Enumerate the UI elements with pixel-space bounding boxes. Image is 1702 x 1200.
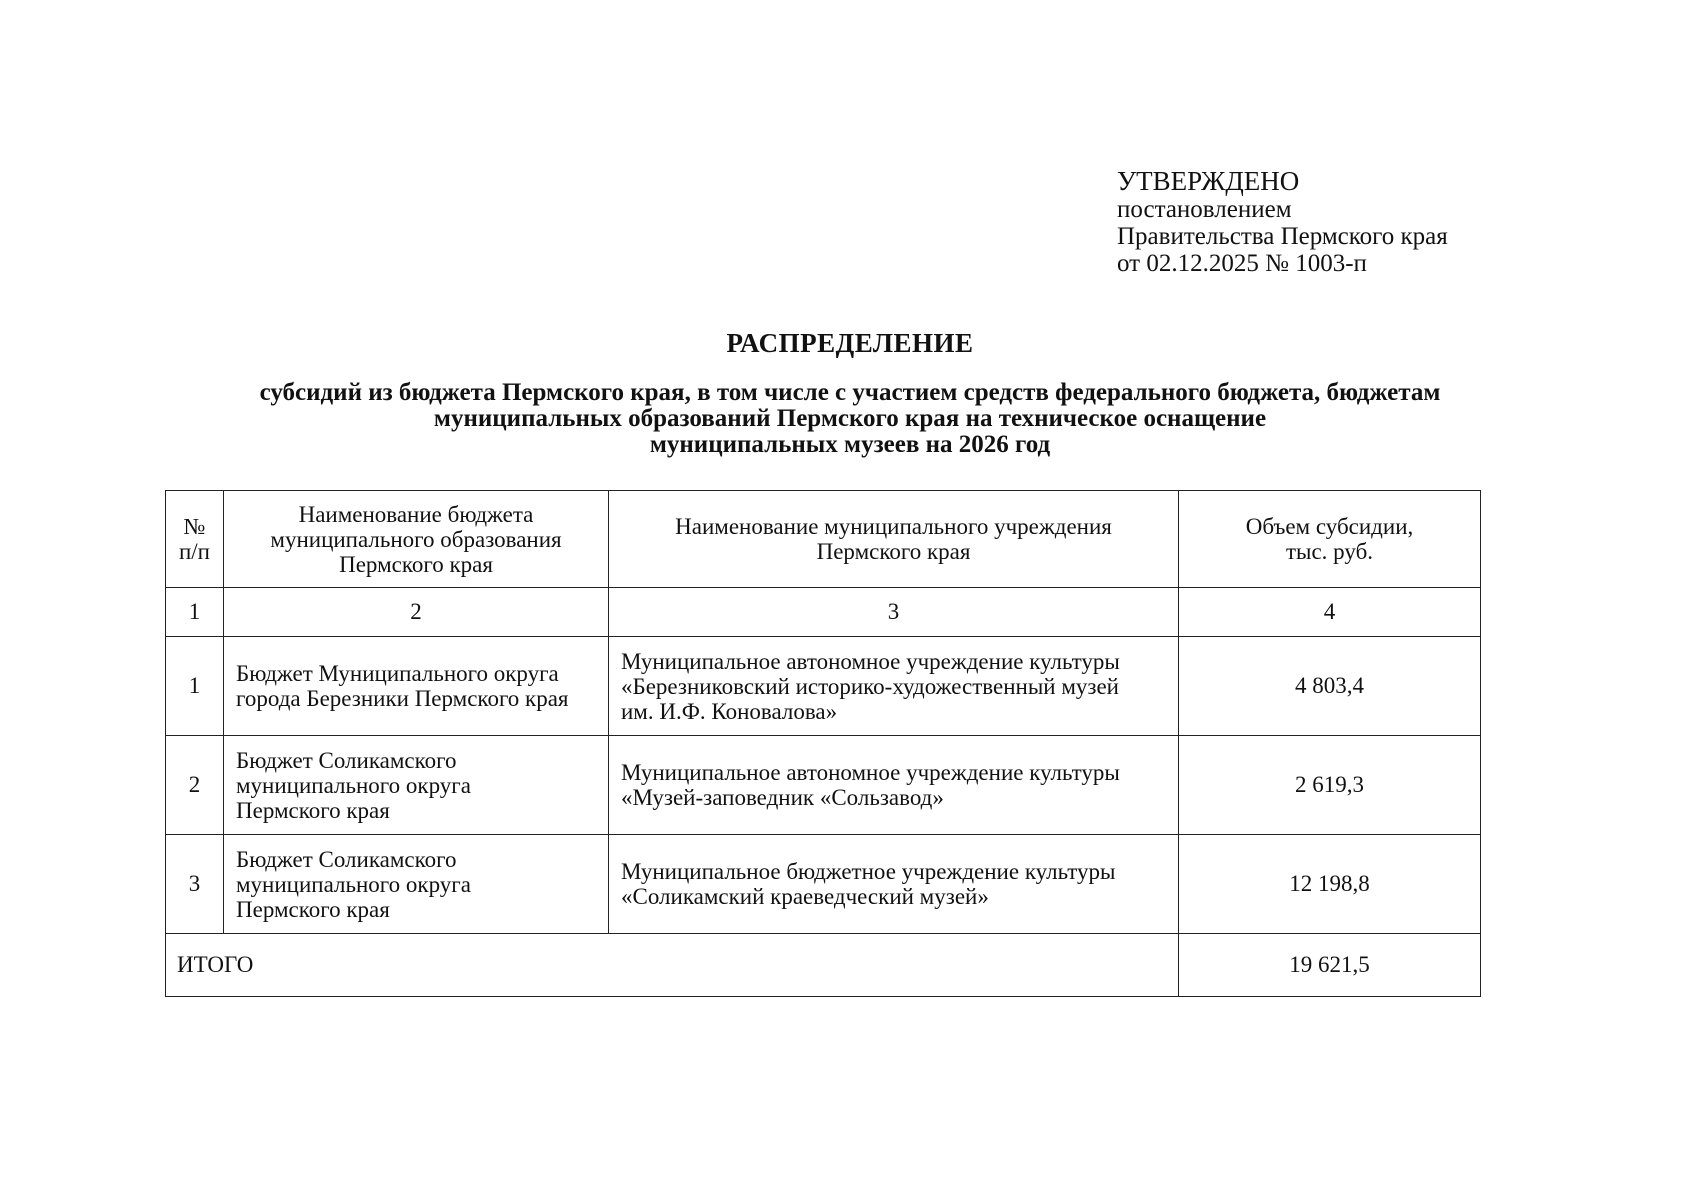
approval-line: от 02.12.2025 № 1003-п xyxy=(1117,250,1367,277)
column-number: 4 xyxy=(1179,588,1481,637)
distribution-table-container xyxy=(165,490,1480,997)
row-budget-name: Бюджет Муниципального округа города Березники Пермского края xyxy=(224,637,609,736)
total-label: ИТОГО xyxy=(166,934,1179,997)
table-row xyxy=(166,637,1481,736)
table-header-row xyxy=(166,491,1481,588)
row-number: 3 xyxy=(166,835,224,934)
table-row xyxy=(166,736,1481,835)
row-budget-name: Бюджет Соликамского муниципального округа Пермского края xyxy=(224,835,609,934)
table-row xyxy=(166,835,1481,934)
title-main: РАСПРЕДЕЛЕНИЕ xyxy=(726,328,974,358)
row-budget-name: Бюджет Соликамского муниципального округа Пермского края xyxy=(224,736,609,835)
header-budget-name: Наименование бюджета муниципального образования Пермского края xyxy=(224,491,609,588)
row-institution-name: Муниципальное автономное учреждение культуры «Березниковский историко-художественный музей им. И.Ф. Коновалова» xyxy=(609,637,1179,736)
row-amount: 4 803,4 xyxy=(1179,637,1481,736)
header-subsidy-amount: Объем субсидии, тыс. руб. xyxy=(1179,491,1481,588)
column-number-row xyxy=(166,588,1481,637)
approval-line: постановлением xyxy=(1117,196,1292,223)
row-amount: 12 198,8 xyxy=(1179,835,1481,934)
row-institution-name: Муниципальное автономное учреждение культуры «Музей-заповедник «Сользавод» xyxy=(609,736,1179,835)
header-institution-name: Наименование муниципального учреждения Пермского края xyxy=(609,491,1179,588)
total-amount: 19 621,5 xyxy=(1179,934,1481,997)
header-number: № п/п xyxy=(166,491,224,588)
title-subtitle-line: муниципальных музеев на 2026 год xyxy=(649,431,1051,458)
total-row xyxy=(166,934,1481,997)
title-subtitle-line: субсидий из бюджета Пермского края, в том числе с участием средств федерального бюджета, бюджетам xyxy=(259,379,1441,406)
distribution-table xyxy=(165,490,1481,997)
row-institution-name: Муниципальное бюджетное учреждение культуры «Соликамский краеведческий музей» xyxy=(609,835,1179,934)
document-title xyxy=(120,326,1580,458)
title-subtitle-line: муниципальных образований Пермского края на техническое оснащение xyxy=(433,405,1267,432)
column-number: 1 xyxy=(166,588,224,637)
column-number: 3 xyxy=(609,588,1179,637)
row-amount: 2 619,3 xyxy=(1179,736,1481,835)
approval-heading: УТВЕРЖДЕНО xyxy=(1117,166,1300,196)
approval-stamp xyxy=(1117,166,1448,277)
row-number: 1 xyxy=(166,637,224,736)
approval-line: Правительства Пермского края xyxy=(1117,223,1448,250)
column-number: 2 xyxy=(224,588,609,637)
row-number: 2 xyxy=(166,736,224,835)
